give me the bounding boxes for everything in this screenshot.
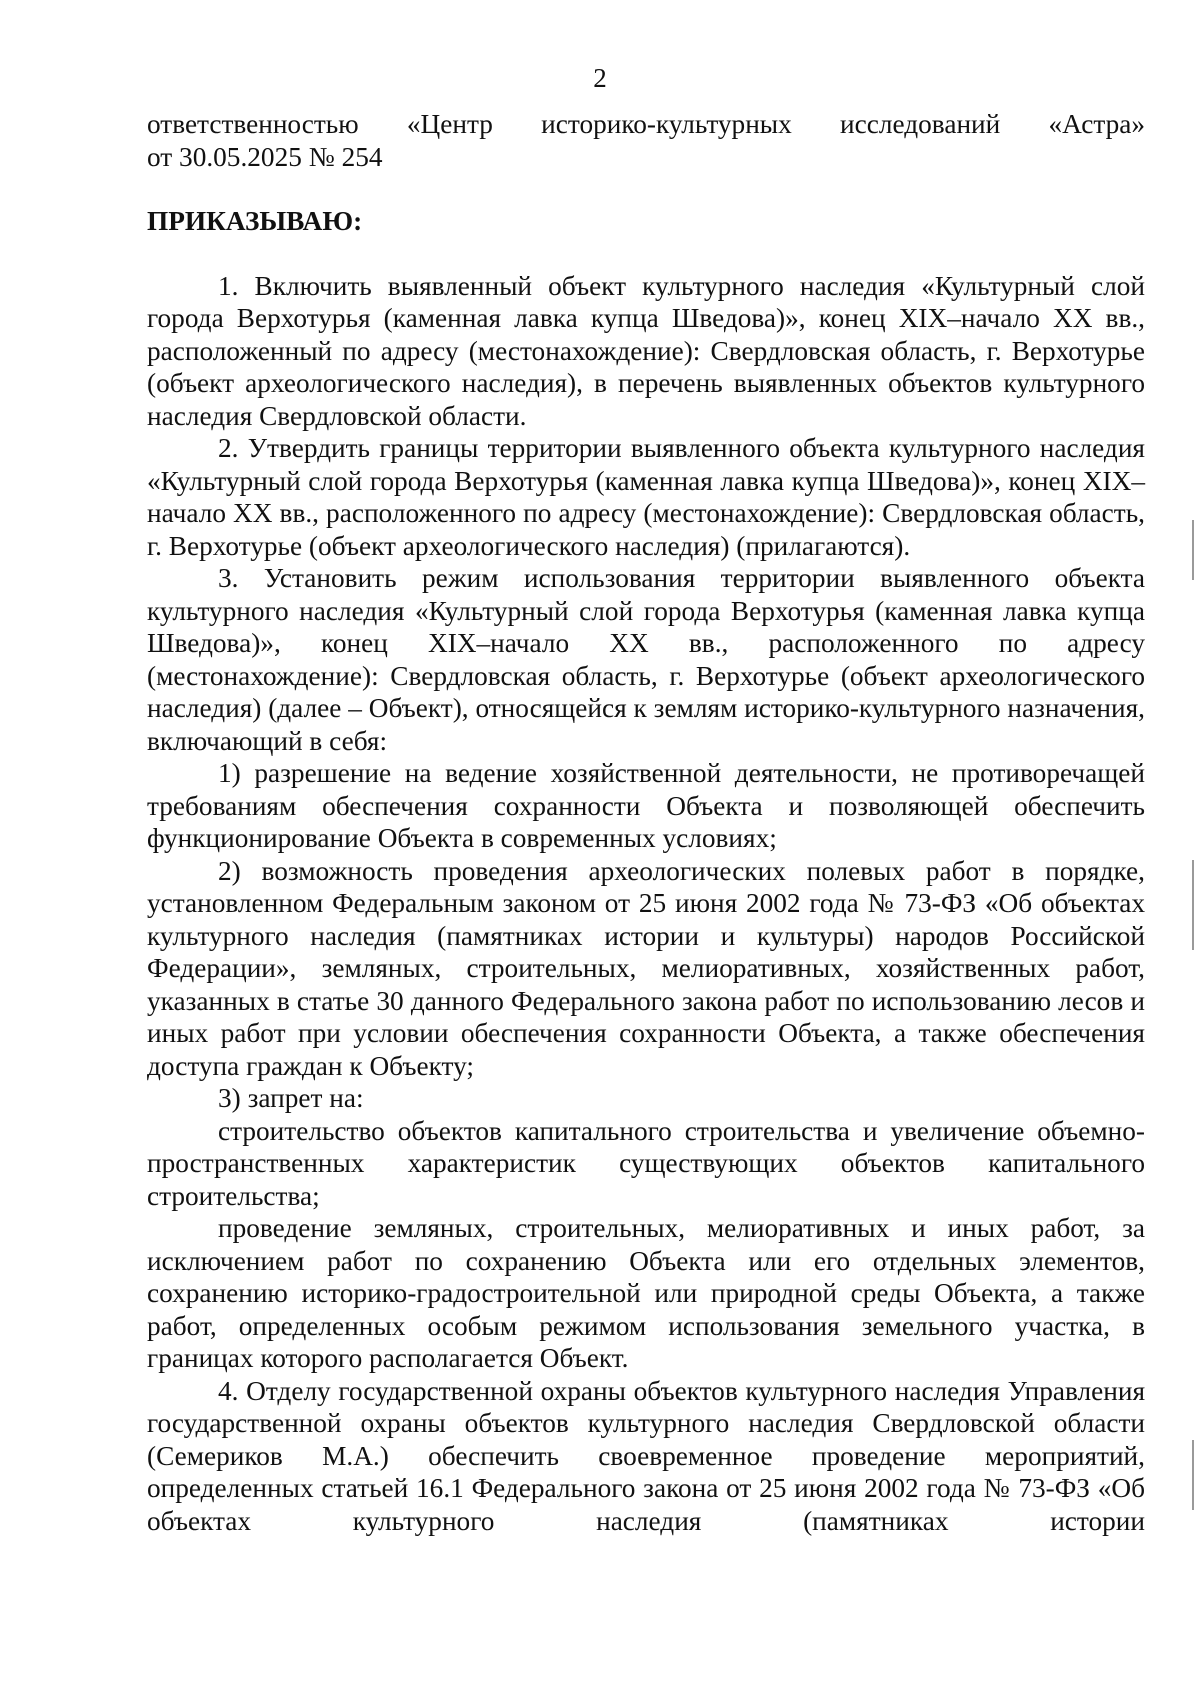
paragraph-2: 2. Утвердить границы территории выявленного объекта культурного наследия «Культурный слой города Верхотурья (каменная лавка купца Шведова)», конец XIX–начало XX вв., расположенного по адресу (местонахождение): Свердловская область, г. Верхотурье (объект археологического наследия) (прилагаются). <box>147 433 1145 561</box>
scan-edge-mark <box>1192 1440 1194 1510</box>
subparagraph-1: 1) разрешение на ведение хозяйственной деятельности, не противоречащей требованиям обеспечения сохранности Объекта и позволяющей обеспечить функционирование Объекта в современных условиях; <box>147 758 1145 853</box>
scan-edge-mark <box>1192 860 1194 950</box>
intro-line-1: ответственностью «Центр историко-культурных исследований «Астра» <box>147 109 1145 139</box>
document-body <box>147 108 1145 1537</box>
subparagraph-3: 3) запрет на: <box>218 1083 364 1113</box>
page-number: 2 <box>593 63 607 93</box>
order-heading: ПРИКАЗЫВАЮ: <box>147 206 363 236</box>
subparagraph-2: 2) возможность проведения археологических полевых работ в порядке, установленном Федеральным законом от 25 июня 2002 года № 73-ФЗ «Об объектах культурного наследия (памятниках истории и культуры) народов Российской Федерации», земляных, строительных, мелиоративных, хозяйственных работ, указанных в статье 30 данного Федерального закона работ по использованию лесов и иных работ при условии обеспечения сохранности Объекта, а также обеспечения доступа граждан к Объекту; <box>147 855 1145 1081</box>
scan-edge-mark <box>1192 520 1194 580</box>
prohibition-construction: строительство объектов капитального строительства и увеличение объемно-пространственных характеристик существующих объектов капитального строительства; <box>147 1115 1145 1211</box>
paragraph-1: 1. Включить выявленный объект культурного наследия «Культурный слой города Верхотурья (каменная лавка купца Шведова)», конец XIX–начало XX вв., расположенный по адресу (местонахождение): Свердловская область, г. Верхотурье (объект археологического наследия), в перечень выявленных объектов культурного наследия Свердловской области. <box>147 270 1145 431</box>
prohibition-works: проведение земляных, строительных, мелиоративных и иных работ, за исключением работ по сохранению Объекта или его отдельных элементов, сохранению историко-градостроительной или природной среды Объекта, а также работ, определенных особым режимом использования земельного участка, в границах которого располагается Объект. <box>147 1213 1145 1373</box>
paragraph-3: 3. Установить режим использования территории выявленного объекта культурного наследия «Культурный слой города Верхотурья (каменная лавка купца Шведова)», конец XIX–начало XX вв., расположенного по адресу (местонахождение): Свердловская область, г. Верхотурье (объект археологического наследия) (далее – Объект), относящейся к землям историко-культурного назначения, включающий в себя: <box>147 563 1145 756</box>
intro-line-2: от 30.05.2025 № 254 <box>147 141 383 172</box>
paragraph-4: 4. Отделу государственной охраны объектов культурного наследия Управления государственной охраны объектов культурного наследия Свердловской области (Семериков М.А.) обеспечить своевременное проведение мероприятий, определенных статьей 16.1 Федерального закона от 25 июня 2002 года № 73-ФЗ «Об объектах культурного наследия (памятниках истории <box>147 1375 1145 1536</box>
